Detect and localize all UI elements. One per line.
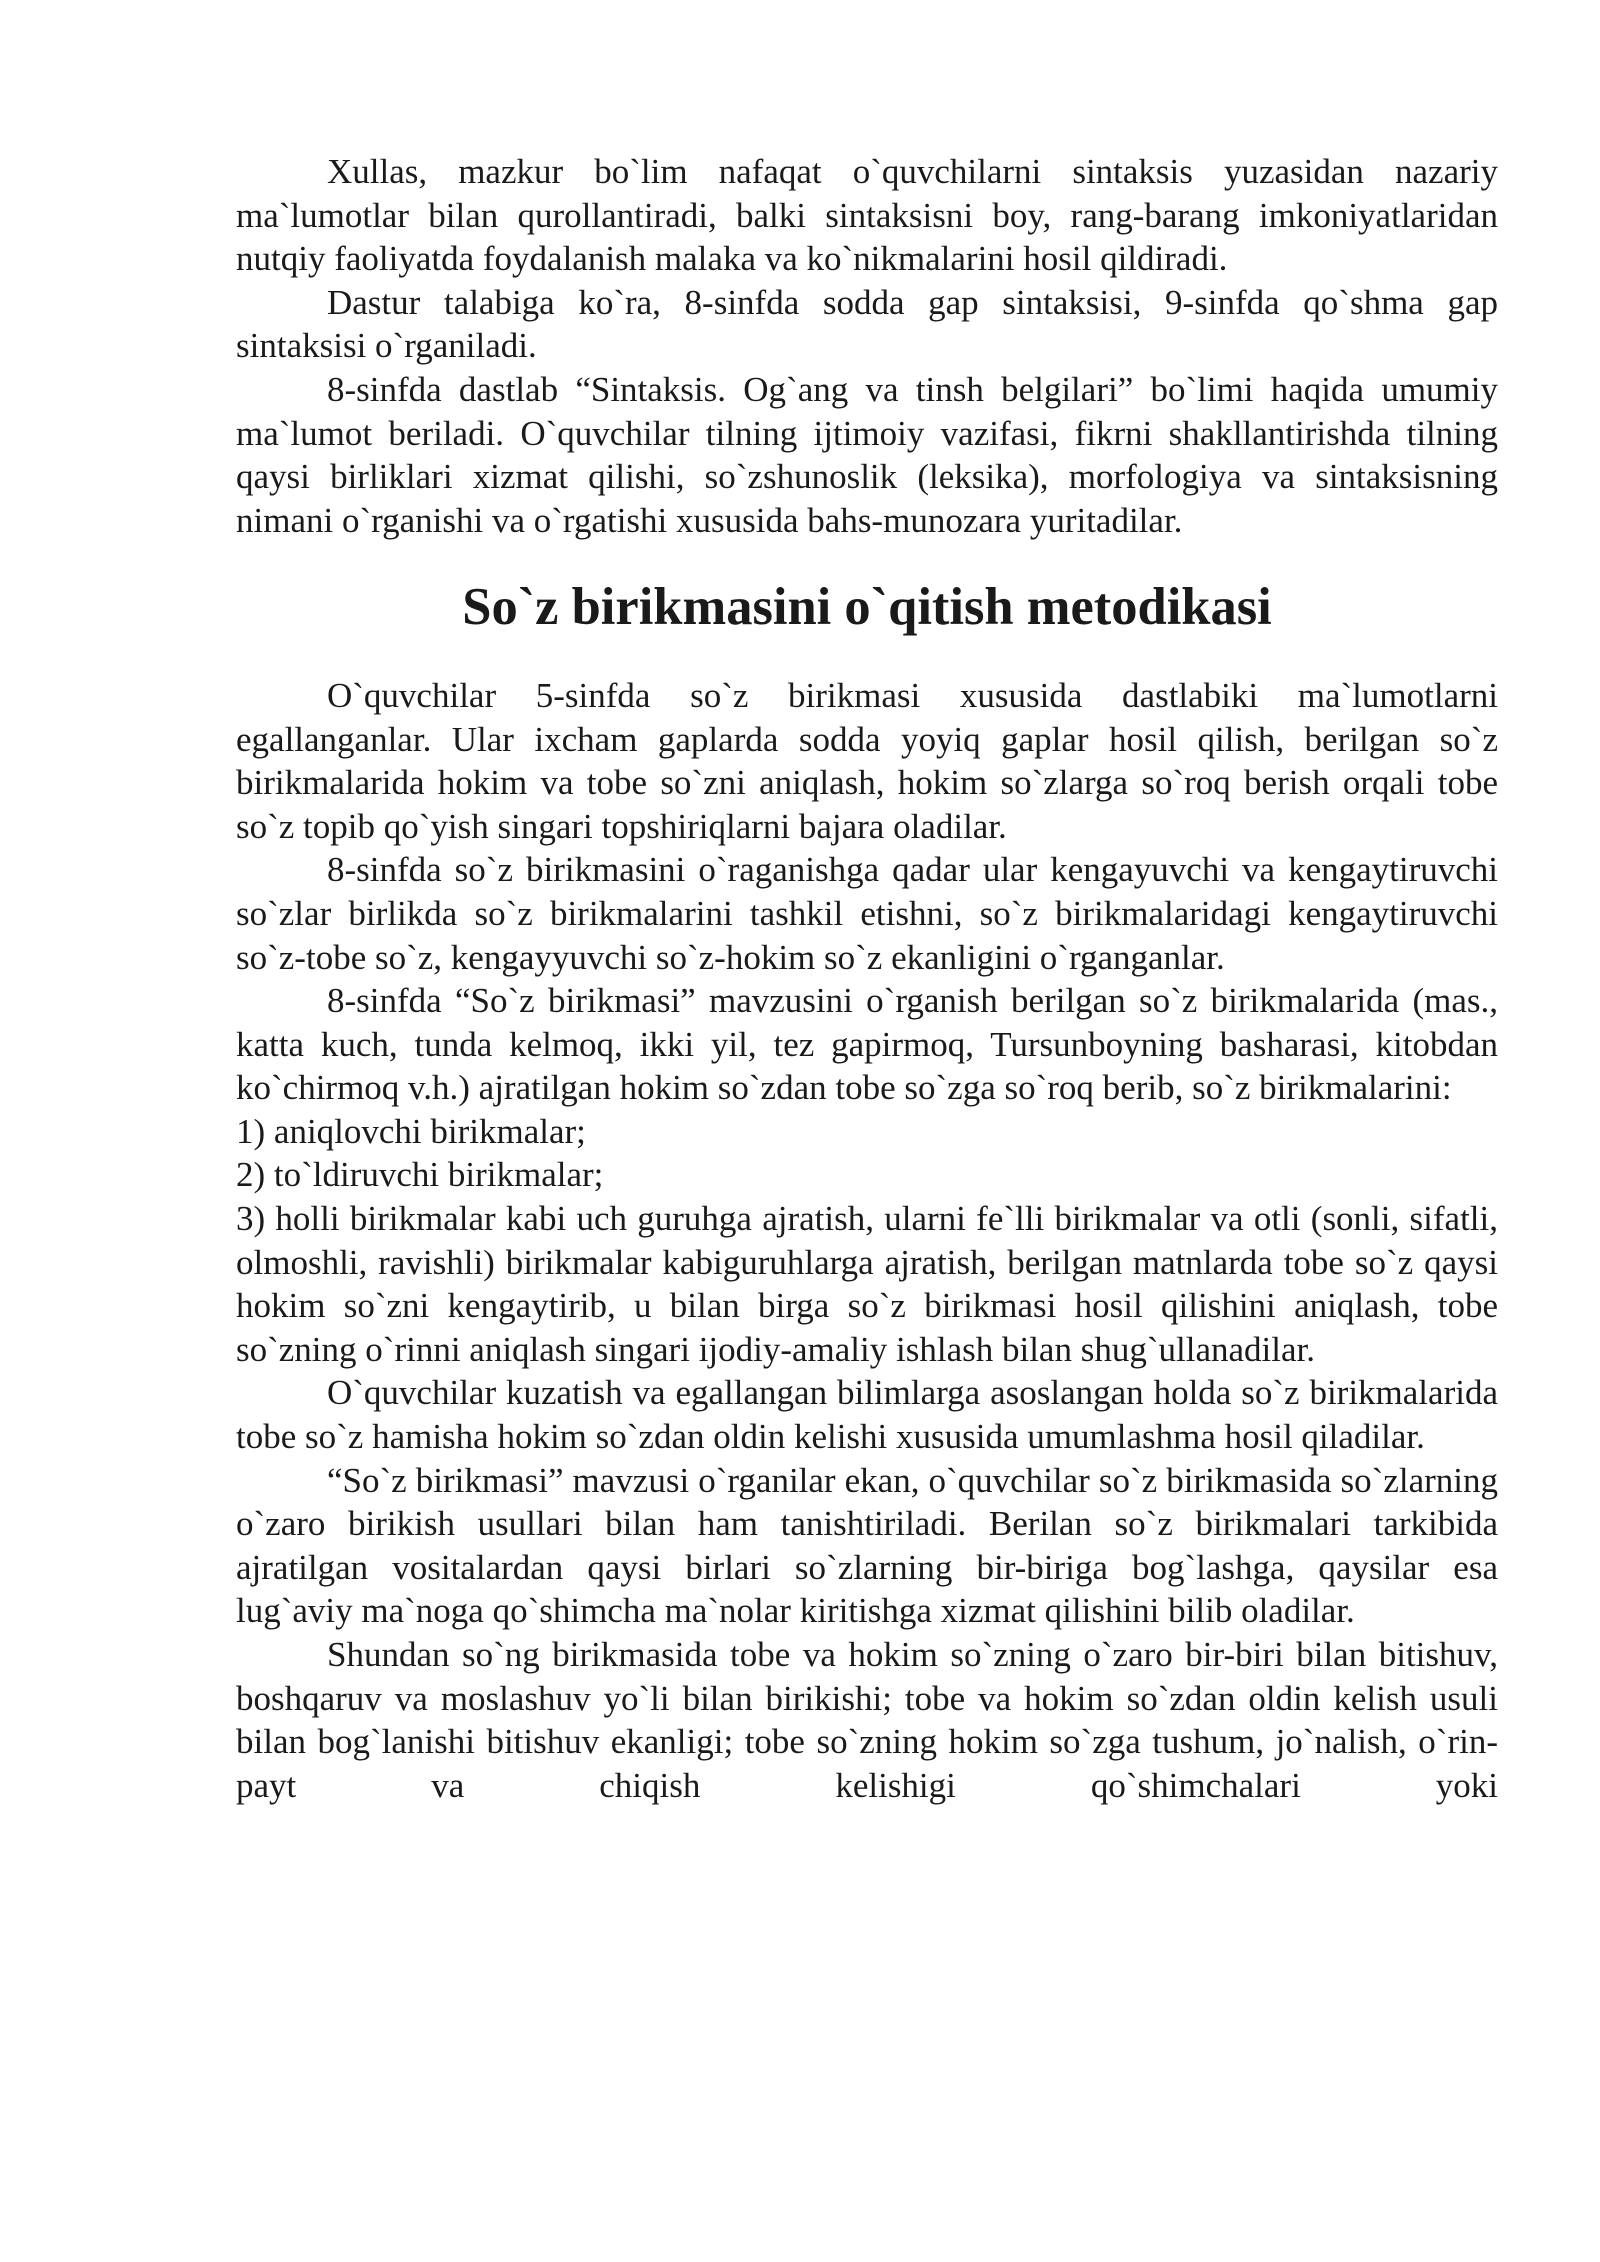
paragraph-grade8-prior: 8-sinfda so`z birikmasini o`raganishga qadar ular kengayuvchi va kengaytiruvchi so`zlar birlikda so`z birikmalarini tashkil etishni, so`z birikmalaridagi kengaytiruvchi so`z-tobe so`z, kengayyuvchi so`z-hokim so`z ekanligini o`rganganlar. [236,850,1498,977]
section-heading: So`z birikmasini o`qitish metodikasi [462,578,1272,637]
list-item: 2) to`ldiruvchi birikmalar; [236,1155,604,1195]
document-page [236,150,1498,1807]
paragraph-observation: O`quvchilar kuzatish va egallangan bilimlarga asoslangan holda so`z birikmalarida tobe so`z hamisha hokim so`zdan oldin kelishi xususida umumlashma hosil qiladilar. [236,1373,1498,1457]
paragraph-connection-methods: “So`z birikmasi” mavzusi o`rganilar ekan, o`quvchilar so`z birikmasida so`zlarning o`zaro birikish usullari bilan ham tanishtiriladi. Berilan so`z birikmalari tarkibida ajratilgan vositalardan qaysi birlari so`zlarning bir-biriga bog`lashga, qaysilar esa lug`aviy ma`noga qo`shimcha ma`nolar kiritishga xizmat qilishini bilib oladilar. [236,1460,1498,1631]
paragraph-grade8-intro: 8-sinfda dastlab “Sintaksis. Og`ang va tinsh belgilari” bo`limi haqida umumiy ma`lumot beriladi. O`quvchilar tilning ijtimoiy vazifasi, fikrni shakllantirishda tilning qaysi birliklari xizmat qilishi, so`zshunoslik (leksika), morfologiya va sintaksisning nimani o`rganishi va o`rgatishi xususida bahs-munozara yuritadilar. [236,369,1498,540]
list-item: 3) holli birikmalar kabi uch guruhga ajratish, ularni fe`lli birikmalar va otli (sonli, sifatli, olmoshli, ravishli) birikmalar kabiguruhlarga ajratish, berilgan matnlarda tobe so`z qaysi hokim so`zni kengaytirib, u bilan birga so`z birikmasi hosil qilishini aniqlash, tobe so`zning o`rinni aniqlash singari ijodiy-amaliy ishlash bilan shug`ullanadilar. [236,1199,1498,1369]
paragraph-connection-types: Shundan so`ng birikmasida tobe va hokim so`zning o`zaro bir-biri bilan bitishuv, boshqaruv va moslashuv yo`li bilan birikishi; tobe va hokim so`zdan oldin kelish usuli bilan bog`lanishi bitishuv ekanligi; tobe so`zning hokim so`zga tushum, jo`nalish, o`rin-payt va chiqish kelishigi qo`shimchalari yoki [236,1635,1498,1805]
paragraph-curriculum: Dastur talabiga ko`ra, 8-sinfda sodda gap sintaksisi, 9-sinfda qo`shma gap sintaksisi o`rganiladi. [236,282,1498,366]
list-item: 1) aniqlovchi birikmalar; [236,1111,586,1151]
paragraph-summary: Xullas, mazkur bo`lim nafaqat o`quvchilarni sintaksis yuzasidan nazariy ma`lumotlar bilan qurollantiradi, balki sintaksisni boy, rang-barang imkoniyatlaridan nutqiy faoliyatda foydalanish malaka va ko`nikmalarini hosil qildiradi. [236,152,1498,279]
paragraph-grade5-knowledge: O`quvchilar 5-sinfda so`z birikmasi xususida dastlabiki ma`lumotlarni egallanganlar. Ular ixcham gaplarda sodda yoyiq gaplar hosil qilish, berilgan so`z birikmalarida hokim va tobe so`zni aniqlash, hokim so`zlarga so`roq berish orqali tobe so`z topib qo`yish singari topshiriqlarni bajara oladilar. [236,675,1498,846]
paragraph-grade8-topic: 8-sinfda “So`z birikmasi” mavzusini o`rganish berilgan so`z birikmalarida (mas., katta kuch, tunda kelmoq, ikki yil, tez gapirmoq, Tursunboyning basharasi, kitobdan ko`chirmoq v.h.) ajratilgan hokim so`zdan tobe so`zga so`roq berib, so`z birikmalarini: [236,981,1498,1108]
